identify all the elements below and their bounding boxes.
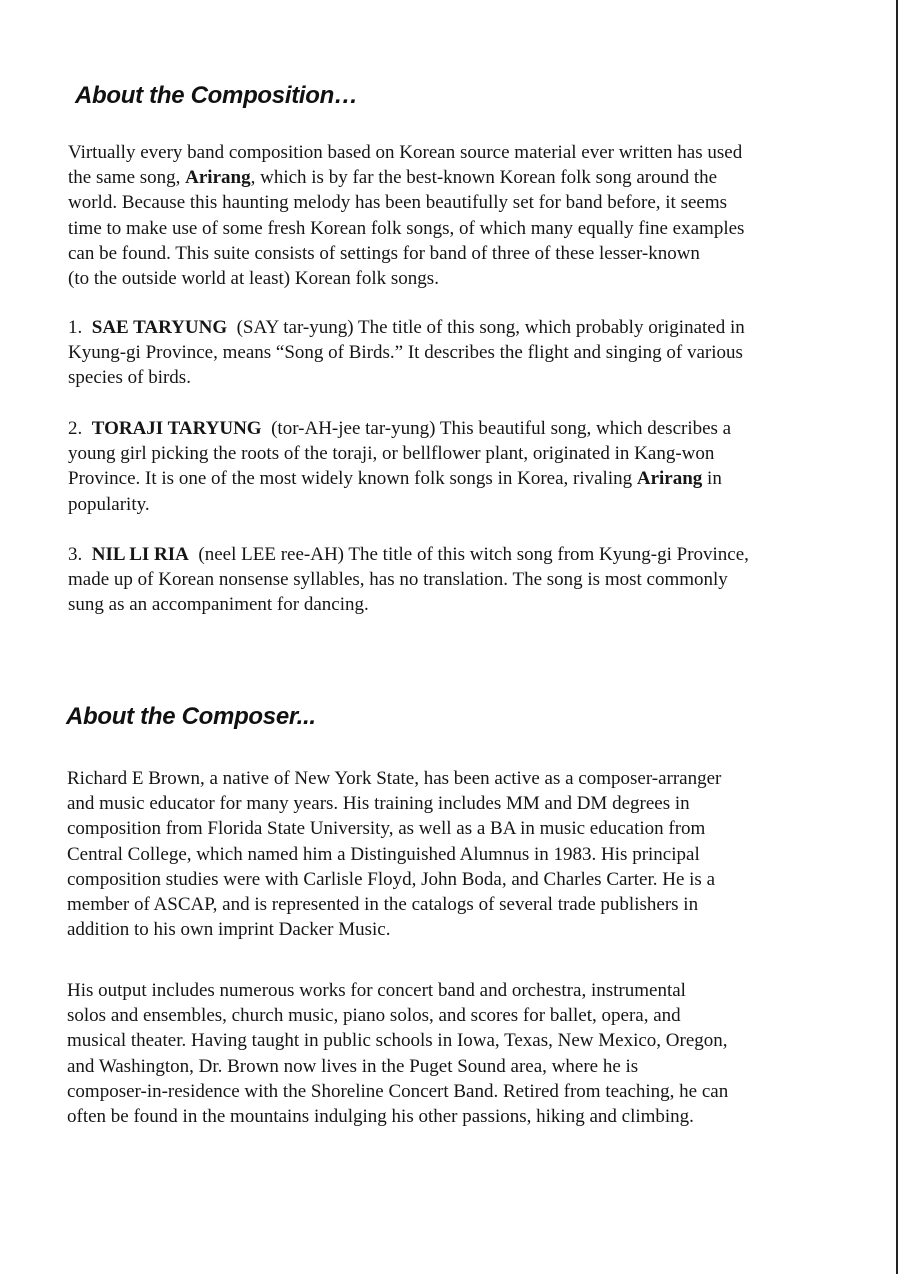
song-2-line-4: popularity. — [68, 493, 150, 515]
song-1-line-3: species of birds. — [68, 367, 191, 389]
song-3-number: 3. — [68, 544, 83, 565]
composer-bio — [67, 766, 721, 942]
song-2-number: 2. — [68, 418, 83, 439]
intro-line-2-pre: the same song, — [68, 167, 186, 189]
bio-line: addition to his own imprint Dacker Music. — [67, 919, 391, 941]
song-2-line-1 — [68, 416, 731, 441]
output-line: solos and ensembles, church music, piano solos, and scores for ballet, opera, and — [67, 1005, 681, 1027]
arirang-bold-2: Arirang — [636, 468, 703, 490]
song-3-line-1-post: (neel LEE ree-AH) The title of this witch song from Kyung-gi Province, — [193, 544, 749, 565]
bio-line: composition studies were with Carlisle Floyd, John Boda, and Charles Carter. He is a — [67, 868, 716, 890]
intro-line-3: world. Because this haunting melody has been beautifully set for band before, it seems — [68, 192, 728, 214]
song-3-line-3: sung as an accompaniment for dancing. — [68, 594, 369, 616]
output-line: composer-in-residence with the Shoreline Concert Band. Retired from teaching, he can — [67, 1080, 729, 1102]
song-1-paragraph — [68, 315, 745, 391]
song-1-line-2: Kyung-gi Province, means “Song of Birds.” It describes the flight and singing of various — [68, 342, 743, 364]
song-2-line-3 — [68, 466, 731, 491]
song-3-line-2: made up of Korean nonsense syllables, has no translation. The song is most commonly — [68, 569, 728, 591]
intro-line-4: time to make use of some fresh Korean folk songs, of which many equally fine examples — [68, 217, 745, 239]
song-2-paragraph — [68, 416, 731, 517]
output-line: and Washington, Dr. Brown now lives in the Puget Sound area, where he is — [67, 1055, 639, 1077]
song-2-line-3-post: in — [702, 468, 722, 490]
intro-line-2-post: , which is by far the best-known Korean folk song around the — [250, 167, 718, 189]
output-line: musical theater. Having taught in public schools in Iowa, Texas, New Mexico, Oregon, — [67, 1030, 728, 1052]
composer-output — [67, 978, 728, 1129]
song-1-line-1 — [68, 315, 745, 340]
song-1-title: SAE TARYUNG — [91, 317, 228, 338]
song-3-title: NIL LI RIA — [91, 544, 189, 565]
intro-line-6: (to the outside world at least) Korean folk songs. — [68, 268, 439, 290]
output-line: often be found in the mountains indulging his other passions, hiking and climbing. — [67, 1106, 694, 1128]
bio-line: Central College, which named him a Distinguished Alumnus in 1983. His principal — [67, 843, 700, 865]
song-1-line-1-post: (SAY tar-yung) The title of this song, which probably originated in — [231, 317, 745, 338]
song-2-line-3-pre: Province. It is one of the most widely known folk songs in Korea, rivaling — [68, 468, 637, 490]
song-3-paragraph — [68, 542, 749, 618]
intro-line-2 — [68, 165, 744, 190]
composition-heading: About the Composition… — [75, 82, 358, 109]
song-2-line-1-post: (tor-AH-jee tar-yung) This beautiful song, which describes a — [266, 418, 732, 439]
song-2-title: TORAJI TARYUNG — [91, 418, 262, 439]
bio-line: member of ASCAP, and is represented in the catalogs of several trade publishers in — [67, 894, 699, 916]
song-3-line-1 — [68, 542, 749, 567]
bio-line: Richard E Brown, a native of New York State, has been active as a composer-arranger — [67, 768, 722, 789]
song-1-number: 1. — [68, 317, 83, 338]
arirang-bold: Arirang — [185, 167, 251, 189]
output-line: His output includes numerous works for concert band and orchestra, instrumental — [67, 980, 686, 1001]
intro-line-5: can be found. This suite consists of settings for band of three of these lesser-known — [68, 242, 700, 264]
composition-intro — [68, 140, 744, 291]
intro-line-1: Virtually every band composition based on Korean source material ever written has used — [68, 142, 743, 163]
composer-heading: About the Composer... — [66, 703, 316, 730]
song-2-line-2: young girl picking the roots of the toraji, or bellflower plant, originated in Kang-won — [68, 443, 715, 465]
bio-line: and music educator for many years. His training includes MM and DM degrees in — [67, 793, 690, 815]
bio-line: composition from Florida State University, as well as a BA in music education from — [67, 818, 706, 840]
